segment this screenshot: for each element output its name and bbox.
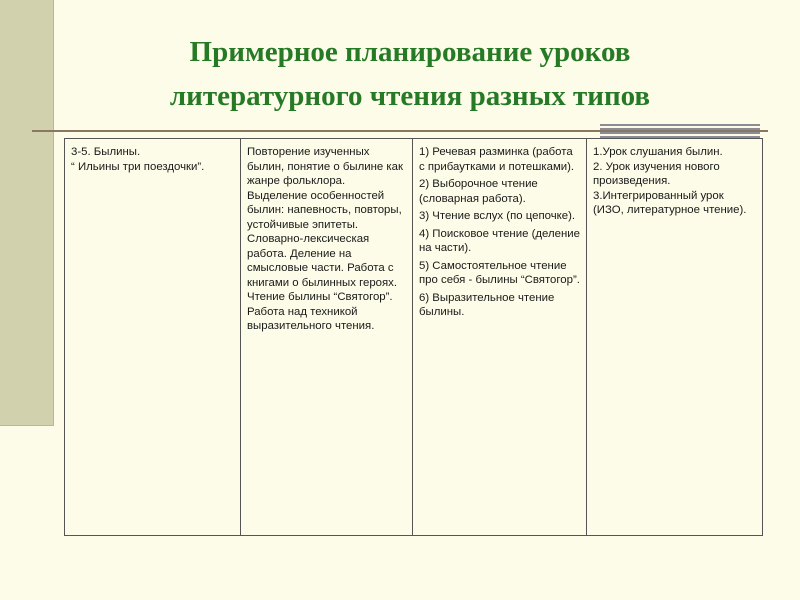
lesson-type-item: 1.Урок слушания былин. xyxy=(593,146,723,158)
topic-cell xyxy=(65,139,241,536)
lesson-types-cell xyxy=(587,139,763,536)
slide-title-line-2: литературного чтения разных типов xyxy=(169,80,651,112)
lesson-type-item: 3.Интегрированный урок (ИЗО, литературное чтение). xyxy=(593,189,747,216)
reading-type-item: 6) Выразительное чтение былины. xyxy=(419,291,555,318)
reading-type-item: 5) Самостоятельное чтение про себя - былины “Святогор”. xyxy=(419,259,580,286)
topic-number: 3-5. Былины. xyxy=(71,146,141,158)
lesson-type-item: 2. Урок изучения нового произведения. xyxy=(593,160,720,187)
reading-type-item: 4) Поисковое чтение (деление на части). xyxy=(419,227,580,254)
slide-title xyxy=(60,30,760,118)
content-text: Повторение изученных былин, понятие о былине как жанре фольклора. Выделение особенностей былин: напевность, повторы, устойчивые эпитеты. Словарно-лексическая работа. Деление на смысловые части. Работа с книгами о былинных героях. Чтение былины “Святогор”. Работа над техникой выразительного чтения. xyxy=(247,146,403,332)
topic-title: “ Ильины три поездочки”. xyxy=(71,160,205,173)
table-row xyxy=(65,139,763,536)
lesson-plan-table xyxy=(64,138,763,536)
left-decorative-bar xyxy=(0,0,54,426)
content-cell xyxy=(241,139,413,536)
reading-types-cell xyxy=(413,139,587,536)
reading-type-item: 2) Выборочное чтение (словарная работа). xyxy=(419,178,538,205)
slide-title-line-1: Примерное планирование уроков xyxy=(189,36,631,68)
reading-type-item: 1) Речевая разминка (работа с прибаутками и потешками). xyxy=(419,146,575,173)
reading-type-item: 3) Чтение вслух (по цепочке). xyxy=(419,210,576,222)
